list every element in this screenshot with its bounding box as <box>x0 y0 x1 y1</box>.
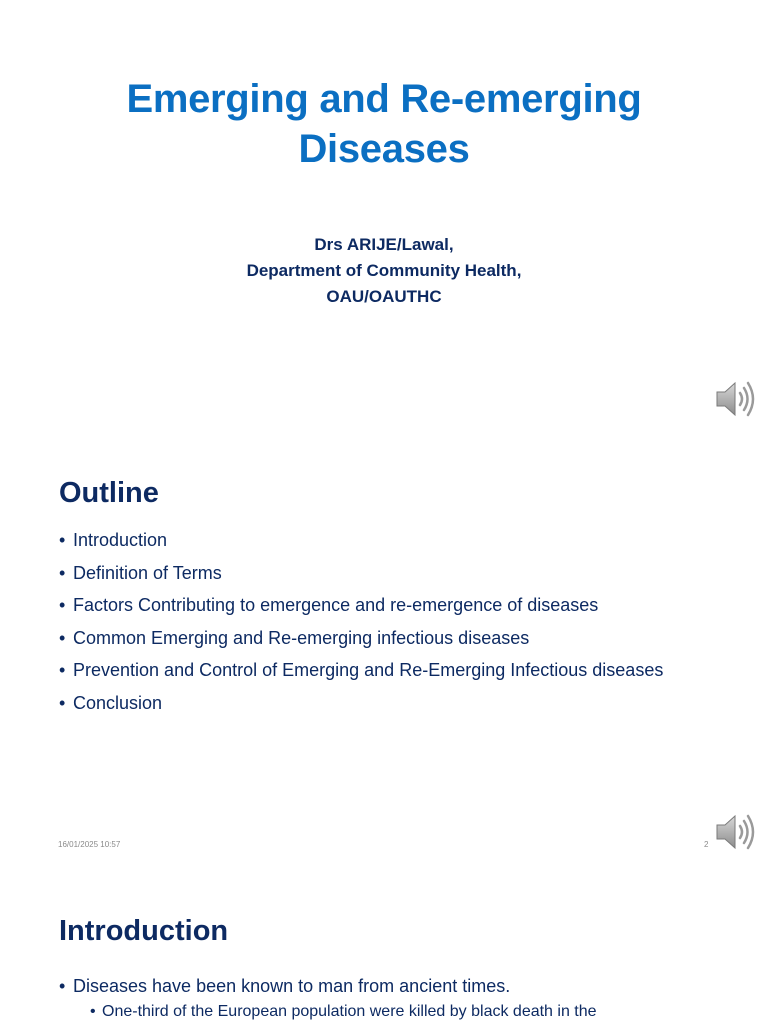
outline-heading: Outline <box>59 477 159 509</box>
sub-list-item: • One-third of the European population were killed by black death in the <box>90 1002 718 1022</box>
speaker-icon[interactable] <box>714 810 758 854</box>
title-slide <box>0 0 768 440</box>
list-item: • Definition of Terms <box>58 561 698 585</box>
introduction-list <box>58 974 718 1022</box>
speaker-icon[interactable] <box>714 377 758 421</box>
list-item: • Common Emerging and Re-emerging infectious diseases <box>58 626 698 650</box>
author-line-2: Department of Community Health, <box>246 261 522 280</box>
introduction-heading: Introduction <box>59 915 229 947</box>
list-item: • Factors Contributing to emergence and re-emergence of diseases <box>58 593 698 617</box>
author-block <box>40 232 728 310</box>
presentation-title <box>40 74 728 174</box>
list-item: • Introduction <box>58 528 698 552</box>
list-item: • Prevention and Control of Emerging and Re-Emerging Infectious diseases <box>58 658 698 682</box>
slide-date: 16/01/2025 10:57 <box>58 840 121 849</box>
outline-list <box>58 528 698 723</box>
list-item: • Conclusion <box>58 691 698 715</box>
list-item <box>58 974 718 1022</box>
title-line-1: Emerging and Re-emerging <box>126 77 642 121</box>
slide-number: 2 <box>704 840 709 849</box>
sub-list <box>73 1002 718 1022</box>
author-line-1: Drs ARIJE/Lawal, <box>314 235 454 254</box>
introduction-slide <box>0 872 768 1024</box>
outline-slide <box>0 440 768 872</box>
title-line-2: Diseases <box>298 127 470 171</box>
list-item-text: Diseases have been known to man from ancient times. <box>73 976 511 996</box>
author-line-3: OAU/OAUTHC <box>326 287 442 306</box>
